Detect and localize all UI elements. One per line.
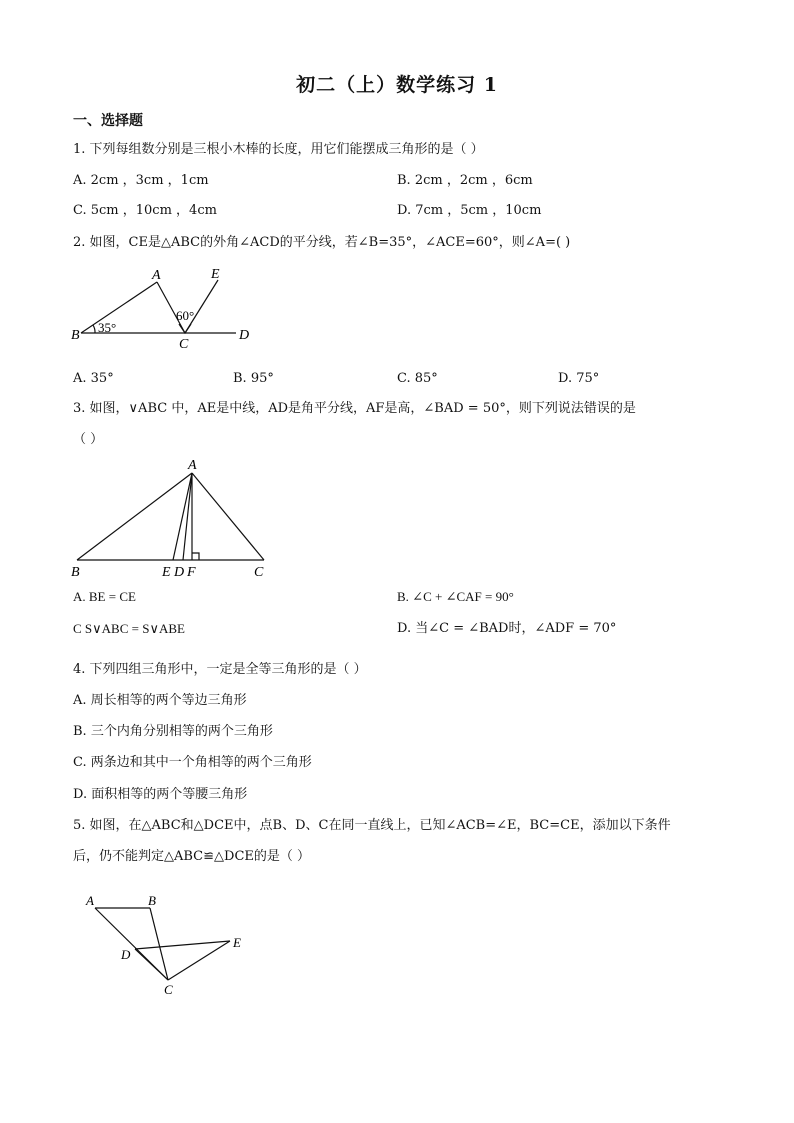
q3-label-b: B [71,565,80,580]
q4-option-a: A. 周长相等的两个等边三角形 [73,693,247,708]
q5-label-b: B [148,893,156,908]
q1-option-a: A. 2cm ，3cm ，1cm [73,173,209,188]
q2-label-a: A [152,268,161,283]
question-3-stem-continued: （ ） [73,432,104,447]
q3-option-b: B. ∠C + ∠CAF = 90° [397,589,514,604]
q2-label-e: E [211,267,220,282]
q4-option-c: C. 两条边和其中一个角相等的两个三角形 [73,755,312,770]
question-5-stem-continued: 后，仍不能判定△ABC≌△DCE的是（ ） [73,849,311,864]
q3-label-c: C [254,565,264,580]
q1-option-c: C. 5cm ，10cm ，4cm [73,203,217,218]
q5-label-a: A [86,893,94,908]
question-1-stem: 1. 下列每组数分别是三根小木棒的长度，用它们能摆成三角形的是（ ） [73,142,484,157]
q3-label-a: A [188,458,197,473]
q3-option-a: A. BE = CE [73,589,136,604]
q2-figure [68,262,268,354]
q1-option-d: D. 7cm ，5cm ，10cm [397,203,542,218]
section-heading: 一、选择题 [73,113,143,129]
q4-option-d: D. 面积相等的两个等腰三角形 [73,787,248,802]
q1-option-b: B. 2cm ，2cm ，6cm [397,173,533,188]
q2-option-a: A. 35° [73,371,114,386]
question-3-stem: 3. 如图，∨ABC 中，AE是中线，AD是角平分线，AF是高，∠BAD = 50°，则下列说法错误的是 [73,401,636,416]
q2-label-b: B [71,328,80,343]
q3-label-f: F [187,565,196,580]
question-4-stem: 4. 下列四组三角形中，一定是全等三角形的是（ ） [73,662,367,677]
q2-option-d: D. 75° [558,371,600,386]
question-2-stem: 2. 如图，CE是△ABC的外角∠ACD的平分线，若∠B=35°，∠ACE=60°，则∠A=( ) [73,235,571,250]
q2-option-b: B. 95° [233,371,274,386]
q5-figure [78,890,258,1002]
q3-option-d: D. 当∠C = ∠BAD时，∠ADF = 70° [397,621,617,636]
page-title: 初二（上）数学练习 1 [296,74,498,96]
q3-label-d: D [174,565,185,580]
q2-label-d: D [239,328,250,343]
q5-label-c: C [164,982,173,997]
question-5-stem: 5. 如图，在△ABC和△DCE中，点B、D、C在同一直线上，已知∠ACB=∠E，BC=CE，添加以下条件 [73,818,671,833]
q2-label-c: C [179,337,189,352]
q2-angle-b-label: 35° [98,320,117,335]
q4-option-b: B. 三个内角分别相等的两个三角形 [73,724,273,739]
q5-label-e: E [233,935,241,950]
q3-label-e: E [162,565,171,580]
q2-angle-c-label: 60° [176,308,195,323]
q3-figure [68,452,280,582]
q2-option-c: C. 85° [397,371,438,386]
q3-option-c: C S∨ABC = S∨ABE [73,621,185,636]
q5-label-d: D [121,947,131,962]
